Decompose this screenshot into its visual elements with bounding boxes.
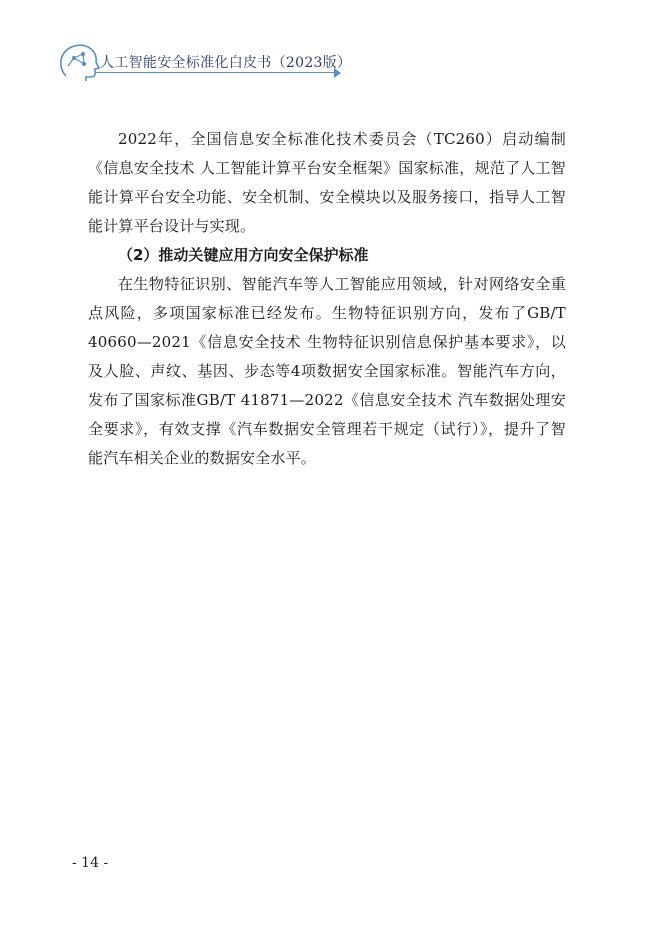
paragraph-tc260: 2022年，全国信息安全标准化技术委员会（TC260）启动编制《信息安全技术 人工智能计算平台安全框架》国家标准，规范了人工智能计算平台安全功能、安全机制、安全模块以及服务接口，指导人工智能计算平台设计与实现。 — [88, 130, 566, 235]
header-title: 人工智能安全标准化白皮书（2023版） — [100, 55, 352, 71]
header-rule — [96, 72, 336, 73]
page-body — [88, 125, 566, 473]
paragraph-applications: 在生物特征识别、智能汽车等人工智能应用领域，针对网络安全重点风险，多项国家标准已经发布。生物特征识别方向，发布了GB/T 40660—2021《信息安全技术 生物特征识别信息保护基本要求》，以及人脸、声纹、基因、步态等4项数据安全国家标准。智能汽车方向，发布了国家标准GB/T 41871—2022《信息安全技术 汽车数据处理安全要求》，有效支撑《汽车数据安全管理若干规定（试行）》，提升了智能汽车相关企业的数据安全水平。 — [88, 275, 566, 467]
page-header — [56, 40, 352, 90]
page-number: - 14 - — [72, 855, 109, 871]
section-heading: （2）推动关键应用方向安全保护标准 — [118, 246, 369, 264]
header-rule-arrow — [334, 68, 341, 78]
ai-head-icon — [56, 40, 104, 82]
